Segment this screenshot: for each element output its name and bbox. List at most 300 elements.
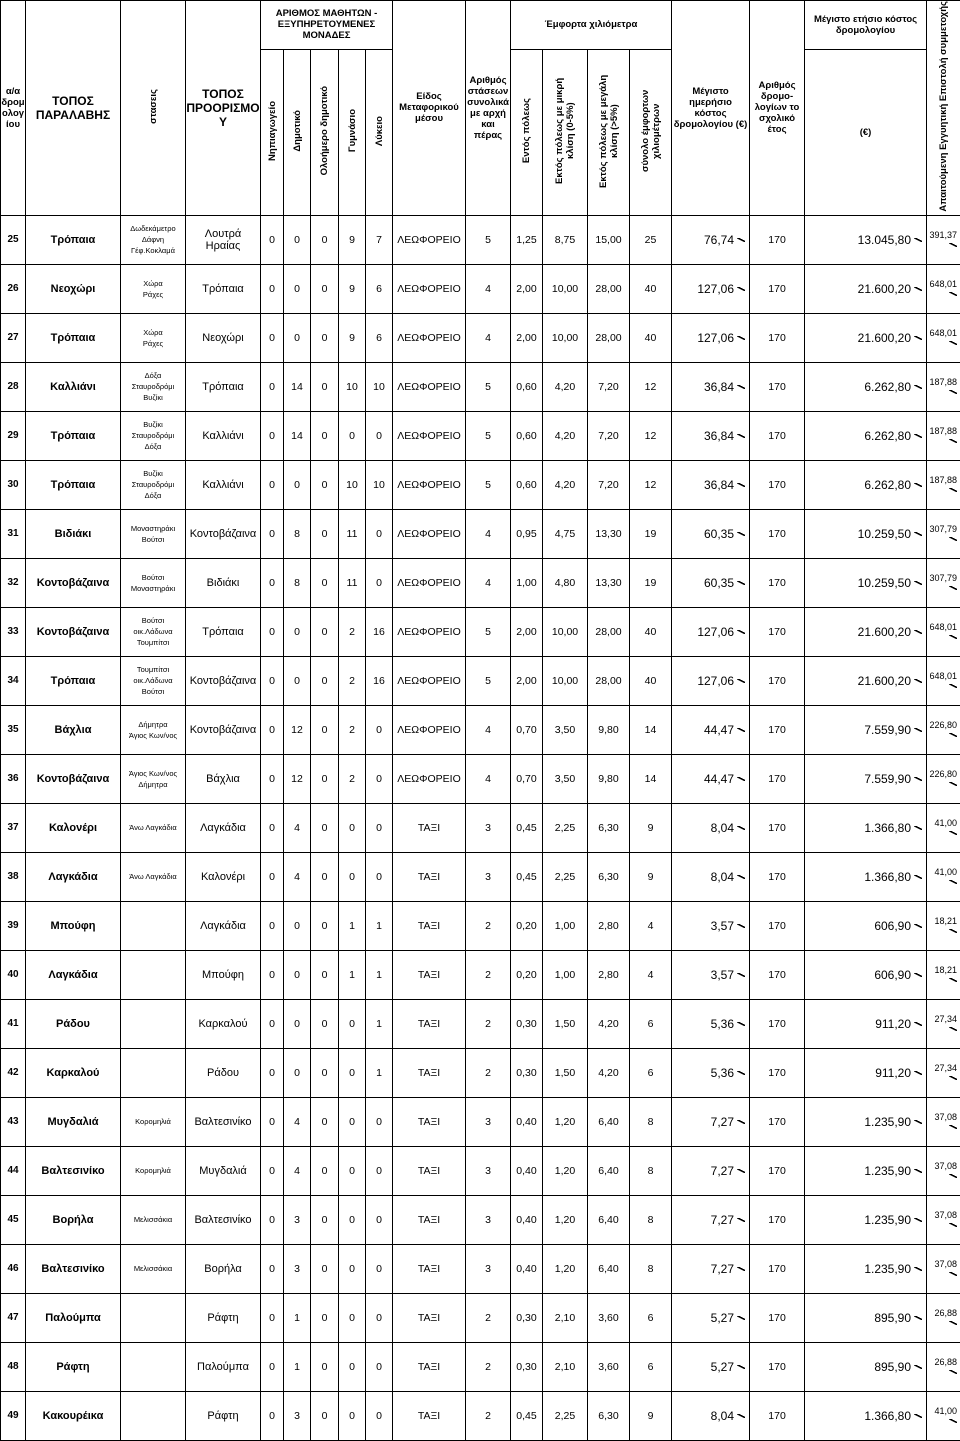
cell-max-daily-cost: [672, 1244, 750, 1293]
cell-route-count: 170: [750, 411, 805, 460]
cell-fullday-count: 0: [311, 1048, 339, 1097]
euro-mark-icon: [949, 684, 957, 688]
euro-mark-icon: [737, 1414, 745, 1418]
cell-destination: Παλούμπα: [186, 1342, 261, 1391]
cell-gymnasium-count: 0: [339, 803, 366, 852]
cell-kindergarten-count: 0: [261, 656, 284, 705]
euro-mark-icon: [914, 1120, 922, 1124]
cell-km-in-city: 0,70: [511, 754, 543, 803]
header-fullday-label: Ολοήμερο δημοτικό: [319, 86, 330, 175]
table-row: [1, 803, 960, 852]
cell-km-in-city: 0,60: [511, 460, 543, 509]
euro-mark-icon: [737, 679, 745, 683]
cell-gymnasium-count: 0: [339, 1097, 366, 1146]
cell-km-total: 4: [630, 950, 672, 999]
max-daily-cost-value: 3,57: [711, 968, 734, 982]
cell-kindergarten-count: 0: [261, 411, 284, 460]
max-yearly-cost-value: 606,90: [874, 919, 911, 933]
cell-km-out-small: 4,20: [543, 362, 588, 411]
euro-mark-icon: [949, 929, 957, 933]
cell-gymnasium-count: 2: [339, 705, 366, 754]
cell-lyceum-count: 0: [366, 1146, 393, 1195]
max-daily-cost-value: 5,36: [711, 1066, 734, 1080]
stop-name: Ράχες: [121, 289, 185, 300]
cell-primary-count: 0: [284, 215, 311, 264]
euro-mark-icon: [949, 1272, 957, 1276]
cell-destination: Βιδιάκι: [186, 558, 261, 607]
cell-stops: [121, 411, 186, 460]
guarantee-value: 648,01: [930, 279, 958, 289]
cell-route-number: 48: [1, 1342, 26, 1391]
cell-km-out-big: 6,30: [588, 803, 630, 852]
header-stop-count: Αριθμός στάσεων συνολικά με αρχή και πέρας: [466, 1, 511, 216]
stop-name: Δήμητρα: [121, 719, 185, 730]
cell-route-number: 40: [1, 950, 26, 999]
cell-fullday-count: 0: [311, 215, 339, 264]
table-row: [1, 656, 960, 705]
cell-route-count: 170: [750, 1097, 805, 1146]
cell-km-total: 8: [630, 1244, 672, 1293]
cell-primary-count: 0: [284, 999, 311, 1048]
cell-lyceum-count: 0: [366, 803, 393, 852]
cell-guarantee: [927, 558, 960, 607]
cell-stops: [121, 1146, 186, 1195]
euro-mark-icon: [949, 782, 957, 786]
guarantee-value: 226,80: [930, 769, 958, 779]
cell-lyceum-count: 0: [366, 754, 393, 803]
cell-vehicle-type: ΤΑΞΙ: [393, 803, 466, 852]
max-yearly-cost-value: 7.559,90: [864, 772, 911, 786]
cell-km-out-big: 9,80: [588, 705, 630, 754]
cell-origin: Τρόπαια: [26, 313, 121, 362]
cell-guarantee: [927, 1195, 960, 1244]
cell-max-yearly-cost: [805, 1195, 927, 1244]
euro-mark-icon: [914, 336, 922, 340]
cell-stops: [121, 1048, 186, 1097]
cell-stop-count: 5: [466, 411, 511, 460]
cell-km-out-small: 1,20: [543, 1097, 588, 1146]
cell-destination: Λαγκάδια: [186, 803, 261, 852]
cell-vehicle-type: ΛΕΩΦΟΡΕΙΟ: [393, 656, 466, 705]
cell-km-in-city: 0,40: [511, 1244, 543, 1293]
cell-kindergarten-count: 0: [261, 1048, 284, 1097]
cell-origin: Βάχλια: [26, 705, 121, 754]
header-route-count: Αριθμός δρομο-λογίων το σχολικό έτος: [750, 1, 805, 216]
cell-route-number: 41: [1, 999, 26, 1048]
cell-km-out-small: 1,20: [543, 1195, 588, 1244]
stop-name: Δήμητρα: [121, 779, 185, 790]
cell-max-yearly-cost: [805, 411, 927, 460]
stop-name: Κορομηλιά: [121, 1116, 185, 1127]
cell-guarantee: [927, 1097, 960, 1146]
cell-max-yearly-cost: [805, 607, 927, 656]
cell-gymnasium-count: 0: [339, 1244, 366, 1293]
cell-kindergarten-count: 0: [261, 1244, 284, 1293]
max-yearly-cost-value: 10.259,50: [858, 527, 911, 541]
cell-origin: Καρκαλού: [26, 1048, 121, 1097]
euro-mark-icon: [737, 336, 745, 340]
cell-km-out-big: 3,60: [588, 1293, 630, 1342]
guarantee-value: 187,88: [930, 377, 958, 387]
cell-origin: Βιδιάκι: [26, 509, 121, 558]
cell-route-number: 36: [1, 754, 26, 803]
stop-name: Τουμπίτσι: [121, 637, 185, 648]
cell-primary-count: 4: [284, 852, 311, 901]
cell-route-number: 30: [1, 460, 26, 509]
stop-name: Άγιος Κων/νος: [121, 768, 185, 779]
cell-km-out-small: 1,00: [543, 950, 588, 999]
cell-fullday-count: 0: [311, 460, 339, 509]
euro-mark-icon: [914, 777, 922, 781]
max-yearly-cost-value: 6.262,80: [864, 429, 911, 443]
cell-km-total: 6: [630, 1293, 672, 1342]
max-yearly-cost-value: 911,20: [875, 1017, 911, 1031]
euro-mark-icon: [737, 1267, 745, 1271]
cell-destination: Μπούφη: [186, 950, 261, 999]
cell-origin: Μυγδαλιά: [26, 1097, 121, 1146]
table-body: [1, 215, 960, 1440]
cell-fullday-count: 0: [311, 313, 339, 362]
cell-km-total: 9: [630, 803, 672, 852]
cell-km-total: 6: [630, 1342, 672, 1391]
stop-name: Άνω Λαγκάδια: [121, 822, 185, 833]
cell-stop-count: 5: [466, 607, 511, 656]
stop-name: Σταυροδρόμι: [121, 381, 185, 392]
cell-km-in-city: 0,45: [511, 803, 543, 852]
cell-destination: Βαλτεσινίκο: [186, 1195, 261, 1244]
cell-gymnasium-count: 0: [339, 411, 366, 460]
cell-km-out-big: 2,80: [588, 950, 630, 999]
max-yearly-cost-value: 1.235,90: [864, 1213, 911, 1227]
cell-primary-count: 4: [284, 803, 311, 852]
cell-destination: Βαλτεσινίκο: [186, 1097, 261, 1146]
cell-km-out-small: 2,10: [543, 1293, 588, 1342]
table-row: [1, 950, 960, 999]
header-km-total-label: σύνολο έμφορτων χιλιομέτρων: [640, 66, 662, 196]
euro-mark-icon: [737, 1365, 745, 1369]
max-daily-cost-value: 44,47: [704, 723, 734, 737]
stop-name: Βυζίκι: [121, 392, 185, 403]
cell-km-in-city: 0,60: [511, 362, 543, 411]
cell-km-out-big: 28,00: [588, 656, 630, 705]
stop-name: Κορομηλιά: [121, 1165, 185, 1176]
max-daily-cost-value: 127,06: [697, 674, 734, 688]
cell-km-in-city: 0,30: [511, 1342, 543, 1391]
cell-stop-count: 2: [466, 1293, 511, 1342]
cell-max-daily-cost: [672, 999, 750, 1048]
cell-vehicle-type: ΤΑΞΙ: [393, 1097, 466, 1146]
max-yearly-cost-value: 21.600,20: [858, 674, 911, 688]
cell-km-in-city: 2,00: [511, 264, 543, 313]
table-row: [1, 1146, 960, 1195]
header-fullday: [311, 49, 339, 215]
cell-fullday-count: 0: [311, 362, 339, 411]
stop-name: οικ.Λάδωνα: [121, 675, 185, 686]
cell-primary-count: 0: [284, 460, 311, 509]
cell-destination: Καρκαλού: [186, 999, 261, 1048]
cell-destination: Καλονέρι: [186, 852, 261, 901]
cell-vehicle-type: ΛΕΩΦΟΡΕΙΟ: [393, 264, 466, 313]
cell-km-total: 12: [630, 362, 672, 411]
header-lyceum: [366, 49, 393, 215]
cell-max-yearly-cost: [805, 656, 927, 705]
euro-mark-icon: [914, 287, 922, 291]
cell-lyceum-count: 0: [366, 509, 393, 558]
cell-fullday-count: 0: [311, 509, 339, 558]
cell-route-number: 43: [1, 1097, 26, 1146]
euro-mark-icon: [914, 924, 922, 928]
euro-mark-icon: [737, 1071, 745, 1075]
cell-stop-count: 3: [466, 1146, 511, 1195]
stop-name: Βούτσι: [121, 686, 185, 697]
cell-km-out-small: 4,80: [543, 558, 588, 607]
cell-route-count: 170: [750, 1146, 805, 1195]
cell-stops: [121, 313, 186, 362]
euro-mark-icon: [737, 1022, 745, 1026]
header-vehicle: Είδος Μεταφορικού μέσου: [393, 1, 466, 216]
cell-km-in-city: 0,45: [511, 1391, 543, 1440]
cell-stop-count: 2: [466, 999, 511, 1048]
euro-mark-icon: [914, 1267, 922, 1271]
cell-stops: [121, 362, 186, 411]
guarantee-value: 41,00: [935, 818, 958, 828]
cell-km-total: 8: [630, 1097, 672, 1146]
cell-origin: Μπούφη: [26, 901, 121, 950]
guarantee-value: 37,08: [935, 1112, 958, 1122]
cell-max-yearly-cost: [805, 1244, 927, 1293]
table-row: [1, 1097, 960, 1146]
cell-stops: [121, 803, 186, 852]
euro-mark-icon: [914, 1316, 922, 1320]
stop-name: Βούτσι: [121, 615, 185, 626]
cell-stops: [121, 558, 186, 607]
cell-max-daily-cost: [672, 264, 750, 313]
cell-gymnasium-count: 0: [339, 1293, 366, 1342]
cell-route-number: 34: [1, 656, 26, 705]
cell-vehicle-type: ΛΕΩΦΟΡΕΙΟ: [393, 509, 466, 558]
cell-origin: Παλούμπα: [26, 1293, 121, 1342]
stop-name: Δάφνη: [121, 234, 185, 245]
cell-gymnasium-count: 0: [339, 1048, 366, 1097]
cell-stops: [121, 1097, 186, 1146]
table-row: [1, 999, 960, 1048]
stop-name: Χώρα: [121, 278, 185, 289]
max-daily-cost-value: 8,04: [711, 870, 734, 884]
cell-gymnasium-count: 11: [339, 509, 366, 558]
cell-fullday-count: 0: [311, 558, 339, 607]
cell-primary-count: 0: [284, 950, 311, 999]
cell-lyceum-count: 10: [366, 362, 393, 411]
max-daily-cost-value: 5,36: [711, 1017, 734, 1031]
cell-max-yearly-cost: [805, 999, 927, 1048]
max-daily-cost-value: 127,06: [697, 282, 734, 296]
guarantee-value: 226,80: [930, 720, 958, 730]
euro-mark-icon: [949, 1370, 957, 1374]
guarantee-value: 648,01: [930, 671, 958, 681]
cell-kindergarten-count: 0: [261, 1097, 284, 1146]
euro-mark-icon: [949, 1223, 957, 1227]
euro-mark-icon: [737, 434, 745, 438]
cell-vehicle-type: ΤΑΞΙ: [393, 1391, 466, 1440]
cell-fullday-count: 0: [311, 1146, 339, 1195]
max-yearly-cost-value: 911,20: [875, 1066, 911, 1080]
cell-stops: [121, 852, 186, 901]
cell-guarantee: [927, 901, 960, 950]
guarantee-value: 26,88: [935, 1308, 958, 1318]
max-daily-cost-value: 60,35: [704, 576, 734, 590]
table-row: [1, 215, 960, 264]
cell-km-in-city: 1,25: [511, 215, 543, 264]
cell-stops: [121, 1244, 186, 1293]
cell-max-daily-cost: [672, 509, 750, 558]
cell-primary-count: 8: [284, 509, 311, 558]
cell-max-yearly-cost: [805, 901, 927, 950]
cell-stop-count: 2: [466, 950, 511, 999]
guarantee-value: 27,34: [935, 1014, 958, 1024]
cell-max-daily-cost: [672, 215, 750, 264]
cell-max-daily-cost: [672, 705, 750, 754]
cell-max-daily-cost: [672, 1195, 750, 1244]
cell-stops: [121, 460, 186, 509]
cell-route-count: 170: [750, 362, 805, 411]
cell-route-count: 170: [750, 950, 805, 999]
cell-primary-count: 14: [284, 362, 311, 411]
cell-vehicle-type: ΤΑΞΙ: [393, 1195, 466, 1244]
euro-mark-icon: [949, 733, 957, 737]
cell-primary-count: 0: [284, 656, 311, 705]
cell-origin: Τρόπαια: [26, 215, 121, 264]
max-daily-cost-value: 3,57: [711, 919, 734, 933]
max-yearly-cost-value: 1.235,90: [864, 1115, 911, 1129]
euro-mark-icon: [737, 924, 745, 928]
cell-route-number: 26: [1, 264, 26, 313]
cell-guarantee: [927, 999, 960, 1048]
stop-name: Άγιος Κων/νος: [121, 730, 185, 741]
cell-route-count: 170: [750, 1342, 805, 1391]
cell-destination: Βάχλια: [186, 754, 261, 803]
cell-route-number: 42: [1, 1048, 26, 1097]
guarantee-value: 307,79: [930, 524, 958, 534]
cell-fullday-count: 0: [311, 1244, 339, 1293]
guarantee-value: 41,00: [935, 1406, 958, 1416]
cell-route-number: 38: [1, 852, 26, 901]
euro-mark-icon: [949, 292, 957, 296]
max-daily-cost-value: 5,27: [711, 1311, 734, 1325]
cell-primary-count: 0: [284, 607, 311, 656]
cell-kindergarten-count: 0: [261, 313, 284, 362]
cell-fullday-count: 0: [311, 1342, 339, 1391]
cell-kindergarten-count: 0: [261, 1342, 284, 1391]
cell-vehicle-type: ΤΑΞΙ: [393, 1342, 466, 1391]
cell-km-out-big: 6,30: [588, 1391, 630, 1440]
cell-max-daily-cost: [672, 1293, 750, 1342]
cell-max-daily-cost: [672, 607, 750, 656]
cell-primary-count: 3: [284, 1195, 311, 1244]
cell-km-total: 6: [630, 999, 672, 1048]
cell-max-yearly-cost: [805, 1391, 927, 1440]
euro-mark-icon: [949, 341, 957, 345]
cell-km-out-big: 28,00: [588, 607, 630, 656]
euro-mark-icon: [914, 826, 922, 830]
cell-route-count: 170: [750, 852, 805, 901]
header-max-daily-cost: Μέγιστο ημερήσιο κόστος δρομολογίου (€): [672, 1, 750, 216]
cell-vehicle-type: ΤΑΞΙ: [393, 1244, 466, 1293]
euro-mark-icon: [737, 1120, 745, 1124]
cell-km-in-city: 0,40: [511, 1097, 543, 1146]
stop-name: Γέφ.Κοκλαμά: [121, 245, 185, 256]
cell-guarantee: [927, 1244, 960, 1293]
cell-max-daily-cost: [672, 1146, 750, 1195]
euro-mark-icon: [914, 238, 922, 242]
cell-stop-count: 4: [466, 754, 511, 803]
cell-max-daily-cost: [672, 950, 750, 999]
cell-vehicle-type: ΤΑΞΙ: [393, 1048, 466, 1097]
cell-route-count: 170: [750, 999, 805, 1048]
cell-max-yearly-cost: [805, 1342, 927, 1391]
cell-km-out-small: 4,20: [543, 411, 588, 460]
header-km-out-big-label: Εκτός πόλεως με μεγάλη κλίση (>5%): [598, 66, 620, 196]
cell-km-in-city: 0,70: [511, 705, 543, 754]
cell-km-out-small: 1,00: [543, 901, 588, 950]
cell-max-yearly-cost: [805, 803, 927, 852]
header-guarantee-label: Απαιτούμενη Εγγυητική Επιστολή συμμετοχής: [938, 1, 949, 212]
cell-lyceum-count: 0: [366, 411, 393, 460]
cell-km-out-small: 2,25: [543, 852, 588, 901]
euro-mark-icon: [914, 434, 922, 438]
stop-name: Δόξα: [121, 370, 185, 381]
cell-route-count: 170: [750, 1195, 805, 1244]
cell-stops: [121, 1391, 186, 1440]
euro-mark-icon: [737, 826, 745, 830]
cell-km-total: 6: [630, 1048, 672, 1097]
cell-lyceum-count: 6: [366, 313, 393, 362]
cell-km-total: 14: [630, 754, 672, 803]
cell-km-total: 14: [630, 705, 672, 754]
cell-kindergarten-count: 0: [261, 901, 284, 950]
cell-km-in-city: 0,95: [511, 509, 543, 558]
cell-guarantee: [927, 1391, 960, 1440]
euro-mark-icon: [949, 1174, 957, 1178]
cell-km-out-big: 2,80: [588, 901, 630, 950]
cell-kindergarten-count: 0: [261, 950, 284, 999]
euro-mark-icon: [914, 1365, 922, 1369]
cell-max-daily-cost: [672, 754, 750, 803]
cell-fullday-count: 0: [311, 1293, 339, 1342]
cell-route-number: 46: [1, 1244, 26, 1293]
cell-max-daily-cost: [672, 313, 750, 362]
table-row: [1, 901, 960, 950]
cell-vehicle-type: ΤΑΞΙ: [393, 1293, 466, 1342]
cell-route-count: 170: [750, 460, 805, 509]
cell-guarantee: [927, 803, 960, 852]
euro-mark-icon: [737, 728, 745, 732]
cell-km-in-city: 2,00: [511, 656, 543, 705]
cell-km-out-big: 6,40: [588, 1146, 630, 1195]
cell-route-count: 170: [750, 264, 805, 313]
stop-name: Μελισσάκια: [121, 1214, 185, 1225]
guarantee-value: 37,08: [935, 1259, 958, 1269]
cell-lyceum-count: 10: [366, 460, 393, 509]
cell-max-daily-cost: [672, 1342, 750, 1391]
cell-vehicle-type: ΛΕΩΦΟΡΕΙΟ: [393, 558, 466, 607]
cell-origin: Ράδου: [26, 999, 121, 1048]
cell-gymnasium-count: 1: [339, 901, 366, 950]
stop-name: Σταυροδρόμι: [121, 479, 185, 490]
cell-max-daily-cost: [672, 656, 750, 705]
cell-km-out-big: 7,20: [588, 460, 630, 509]
header-stops: [121, 1, 186, 216]
cell-destination: Βορήλα: [186, 1244, 261, 1293]
